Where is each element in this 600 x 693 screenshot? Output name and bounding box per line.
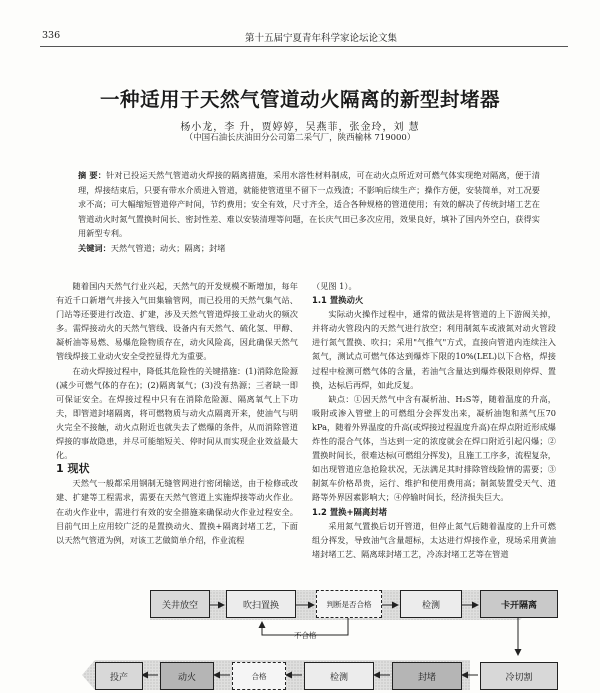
keywords-text: 天然气管道；动火；隔离；封堵 bbox=[110, 243, 226, 253]
step-detect: 检测 bbox=[400, 590, 462, 618]
step-vent-shutdown: 关井放空 bbox=[150, 590, 210, 618]
abstract bbox=[78, 168, 540, 241]
page-number: 336 bbox=[42, 30, 61, 41]
paragraph: 实际动火操作过程中，通常的做法是将管道的上下游阀关掉，并将动火管段内的天然气进行放空；利用制氮车或液氮对动火管段进行氮气置换、吹扫；采用"气推气"方式，直接向管道内连续注入氮气，测试点可燃气体达到爆炸下限的10%(LEL)以下合格，焊接过程中检测可燃气体的含量，若油气含量达到爆炸极限则停焊、置换，达标后再焊，如此反复。 bbox=[312, 309, 556, 390]
subsection-heading: 1.1 置换动火 bbox=[312, 295, 364, 306]
subsection-heading: 1.2 置换+隔离封堵 bbox=[312, 506, 388, 517]
paragraph: （见图 1）。 bbox=[312, 281, 357, 291]
affiliation: （中国石油长庆油田分公司第二采气厂，陕西榆林 719000） bbox=[184, 133, 416, 143]
paragraph: 缺点：①因天然气中含有凝析油、H₂S等，随着温度的升高，吸附或渗入管壁上的可燃组分会挥发出来，凝析油饱和蒸气压70 kPa，随着外界温度的升高(或焊接过程温度升高)在焊点附近形成爆炸性的混合气体，当达到一定的浓度就会在焊口附近引起闪爆；②置换时间长，很难达标(可燃组分挥发)，且施工工序多，流程复杂，如出现管道应急抢险状况，无法满足其时排除管线险情的需要；③制氮车价格昂贵，运行、维护和使用费用高；制氮装置受天气、道路等外界因素影响大；④停输时间长，经济损失巨大。 bbox=[312, 393, 556, 503]
step-open-isolate: 卡开隔离 bbox=[480, 590, 558, 618]
paragraph: 在动火焊接过程中，降低其危险性的关键措施：(1)消除危险源(减少可燃气体的存在)；(2)隔离氧气；(3)没有热源；三者缺一即可保证安全。在焊接过程中只有在消除危险源、隔离氧气上下功夫，即管道封堵隔离，将可燃物质与动火点隔离开来，使油气与明火完全不接触，动火点附近也就失去了燃爆的条件，从而消除管道焊接的事故隐患，并尽可能缩短关、停时间从而实现企业效益最大化。 bbox=[56, 365, 298, 461]
keywords bbox=[78, 243, 540, 254]
section-heading: 1 现状 bbox=[56, 462, 90, 476]
step-purge-replace: 吹扫置换 bbox=[226, 590, 296, 618]
step-detect-2: 检测 bbox=[304, 662, 374, 690]
header-divider bbox=[40, 46, 568, 47]
step-qualification-check: 判断是否合格 bbox=[316, 590, 382, 618]
paragraph: 随着国内天然气行业兴起，天然气的开发规模不断增加，每年有近千口新增气井接入气田集输管网，而已投用的天然气集气站、门站等还要进行改造、扩建，涉及天然气管道焊接工业动火的频次多。需焊接动火的天然气管线、设备内有天然气、硫化氢、甲醇、凝析油等易燃、易爆危险物质存在，动火风险高，因此确保天然气管线焊接工业动火安全受控显得尤为重要。 bbox=[56, 281, 298, 362]
running-header: 第十五届宁夏青年科学家论坛论文集 bbox=[245, 33, 398, 44]
abstract-label: 摘 要： bbox=[78, 170, 107, 180]
step-production: 投产 bbox=[95, 662, 143, 690]
fail-label: 不合格 bbox=[294, 631, 317, 640]
left-column bbox=[56, 279, 298, 547]
authors: 杨小龙，李 升，贾婷婷，吴燕菲，张金玲，刘 慧 bbox=[180, 122, 420, 133]
step-qualified: 合格 bbox=[232, 662, 286, 690]
step-seal: 封堵 bbox=[392, 662, 462, 690]
abstract-text: 针对已投运天然气管道动火焊接的隔离措施，采用水溶性材料制成，可在动火点所近对可燃气体实现绝对隔离，便于清理，焊接结束后，只要有带水介质进入管道，就能使管道里不留下一点残渣；不影响后续生产；操作方便，安装简单，对工况要求不高；可大幅缩短管道停产时间，节约费用；安全有效，尺寸齐全，适合各种规格的管道使用；有效的解决了传统封堵工艺在管道动火时氮气置换时间长、密封性差、难以安装清理等问题，在长庆气田已多次应用，效果良好，填补了国内外空白，获得实用新型专利。 bbox=[78, 170, 540, 238]
keywords-label: 关键词： bbox=[78, 243, 111, 253]
right-column bbox=[312, 279, 556, 561]
step-hot-work: 动火 bbox=[160, 662, 214, 690]
paragraph: 天然气一般都采用钢制无缝管网进行密闭输送，由于检修或改建、扩建等工程需求，需要在天然气管道上实施焊接等动火作业。在动火作业中，需进行有效的安全措施来确保动火作业过程安全。目前气田上应用较广泛的是置换动火、置换+隔离封堵工艺，下面以天然气管道为例，对该工艺做简单介绍，作业流程 bbox=[56, 478, 298, 545]
paper-title: 一种适用于天然气管道动火隔离的新型封堵器 bbox=[99, 88, 500, 111]
step-cold-cut: 冷切割 bbox=[480, 662, 558, 690]
paragraph: 采用氮气置换后切开管道，但停止氮气后随着温度的上升可燃组分挥发，导致油气含量超标，太达进行焊接作业，现场采用黄油堵封堵工艺、隔离球封堵工艺，冷冻封堵工艺等在管道 bbox=[312, 520, 556, 559]
